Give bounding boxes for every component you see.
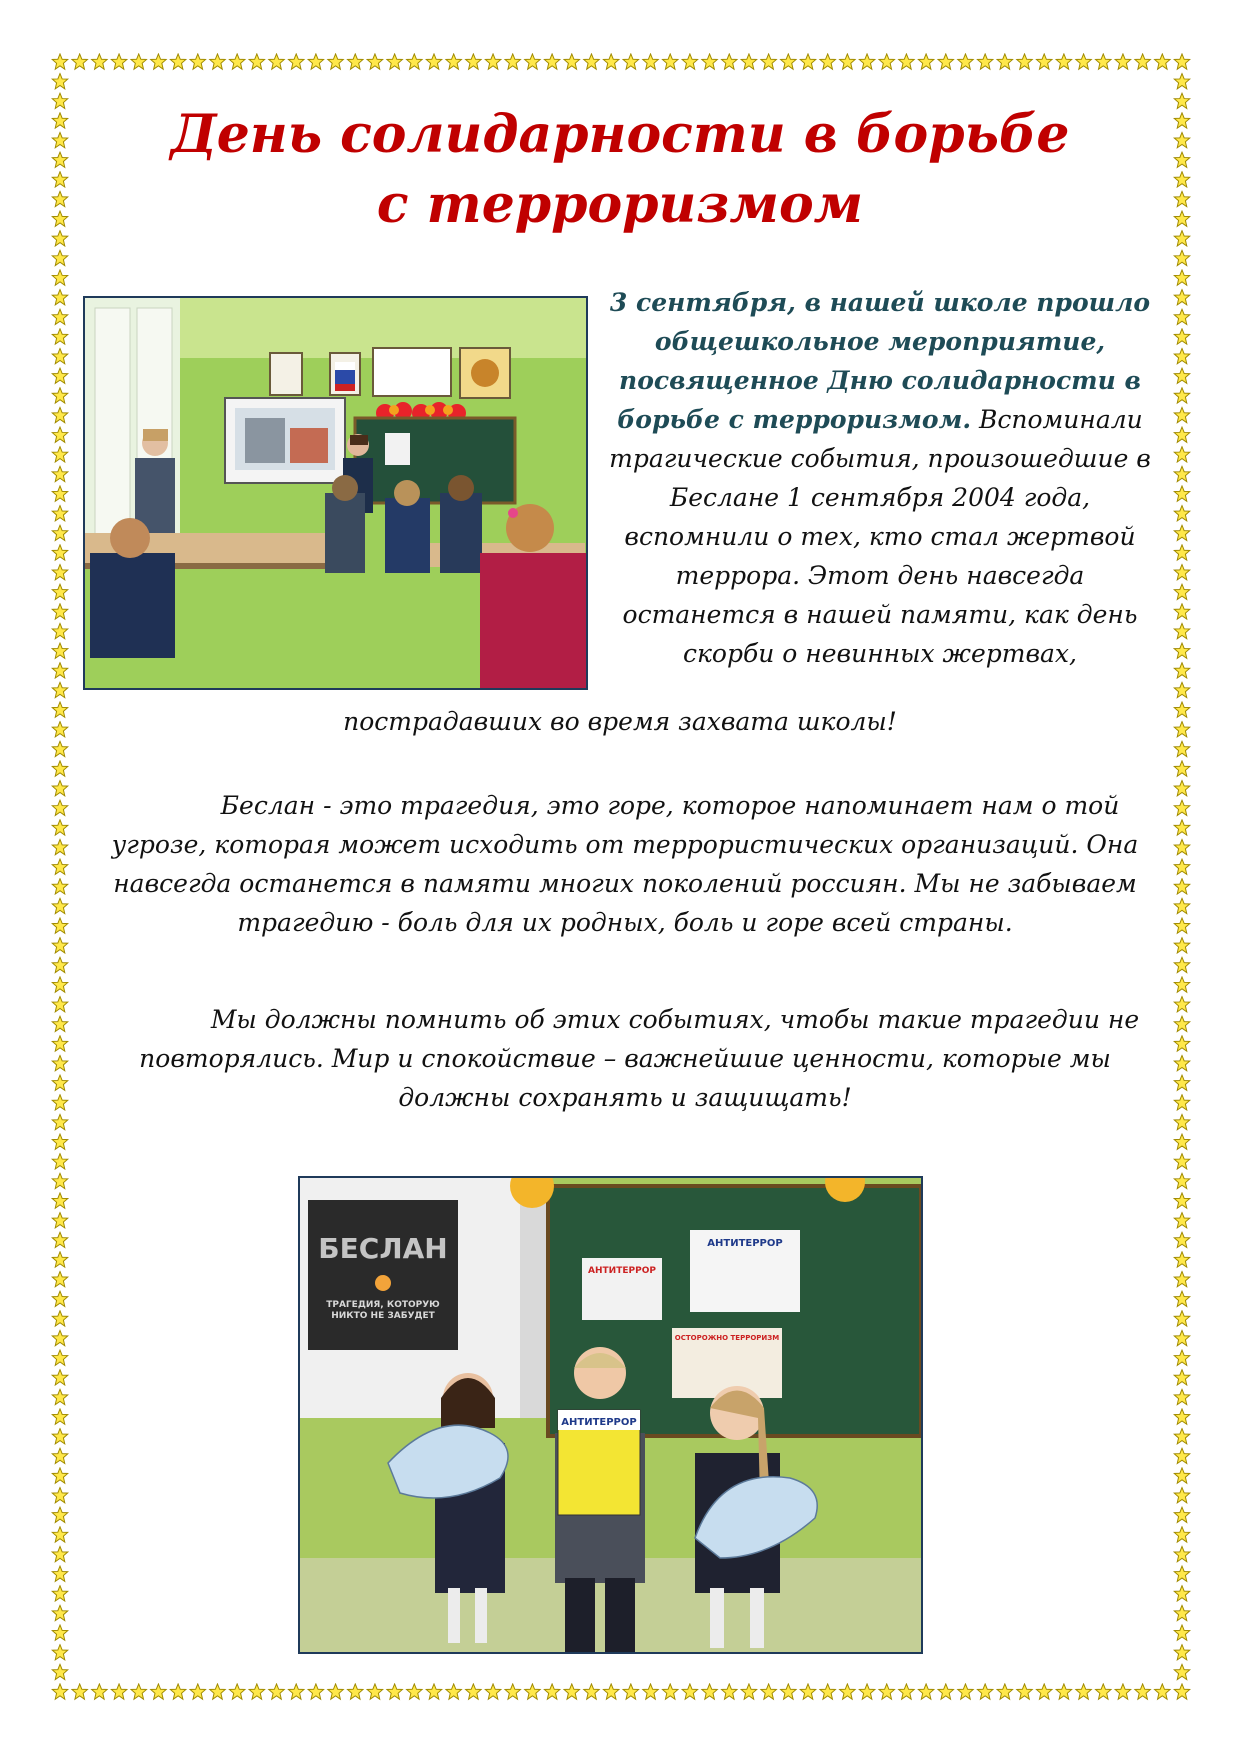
star-icon [1174, 348, 1189, 363]
title-line-1: День солидарности в борьбе [170, 104, 1070, 165]
star-icon [1174, 290, 1189, 305]
star-icon [151, 1684, 166, 1699]
star-icon [603, 54, 618, 69]
star-icon [1017, 1684, 1032, 1699]
star-icon [1174, 1095, 1189, 1110]
star-icon [1174, 1566, 1189, 1581]
star-icon [1076, 54, 1091, 69]
star-icon [1174, 565, 1189, 580]
star-icon [1017, 54, 1032, 69]
star-icon [1174, 1016, 1189, 1031]
star-icon [1174, 1527, 1189, 1542]
star-icon [800, 1684, 815, 1699]
poster-top-left: АНТИТЕРРОР [588, 1266, 656, 1276]
star-icon [1174, 663, 1189, 678]
star-icon [1174, 643, 1189, 658]
star-icon [52, 1330, 67, 1345]
star-icon [702, 54, 717, 69]
star-icon [52, 1036, 67, 1051]
star-icon [1174, 1370, 1189, 1385]
star-icon [446, 54, 461, 69]
star-icon [210, 54, 225, 69]
star-icon [308, 1684, 323, 1699]
star-icon [52, 957, 67, 972]
star-icon [52, 1586, 67, 1601]
star-icon [269, 54, 284, 69]
star-icon [1174, 1271, 1189, 1286]
star-icon [1174, 368, 1189, 383]
star-icon [52, 466, 67, 481]
star-icon [1174, 997, 1189, 1012]
star-icon [52, 1684, 67, 1699]
star-icon [52, 1075, 67, 1090]
star-icon [52, 977, 67, 992]
star-icon [52, 1645, 67, 1660]
star-icon [1174, 1075, 1189, 1090]
star-icon [1174, 132, 1189, 147]
star-icon [741, 1684, 756, 1699]
star-icon [722, 54, 737, 69]
star-icon [72, 54, 87, 69]
star-icon [151, 54, 166, 69]
star-icon [52, 1429, 67, 1444]
star-icon [52, 1625, 67, 1640]
star-icon [879, 1684, 894, 1699]
star-icon [1174, 1232, 1189, 1247]
star-icon [1174, 1546, 1189, 1561]
star-icon [1135, 1684, 1150, 1699]
star-icon [918, 54, 933, 69]
star-icon [387, 54, 402, 69]
paragraph-remember-text: Мы должны помнить об этих событиях, чтобы такие трагедии не повторялись. Мир и спокойствие – важнейшие ценности, которые мы должны сохранять и защищать! [139, 1005, 1140, 1112]
star-icon [1076, 1684, 1091, 1699]
star-icon [328, 1684, 343, 1699]
star-icon [899, 1684, 914, 1699]
star-icon [52, 1488, 67, 1503]
star-icon [1174, 1291, 1189, 1306]
star-icon [879, 54, 894, 69]
star-icon [1174, 1468, 1189, 1483]
star-icon [623, 54, 638, 69]
star-icon [52, 1311, 67, 1326]
star-icon [52, 1016, 67, 1031]
star-icon [190, 54, 205, 69]
star-icon [1174, 781, 1189, 796]
star-icon [820, 54, 835, 69]
star-icon [1135, 54, 1150, 69]
star-icon [1115, 1684, 1130, 1699]
star-icon [52, 388, 67, 403]
star-icon [1115, 54, 1130, 69]
star-icon [1174, 1448, 1189, 1463]
star-icon [1174, 1154, 1189, 1169]
star-icon [1174, 957, 1189, 972]
star-icon [781, 1684, 796, 1699]
star-icon [1174, 918, 1189, 933]
star-icon [111, 54, 126, 69]
star-icon [1174, 1330, 1189, 1345]
star-icon [1174, 250, 1189, 265]
star-icon [584, 54, 599, 69]
star-icon [52, 761, 67, 776]
star-icon [52, 1605, 67, 1620]
star-icon [131, 54, 146, 69]
star-icon [1174, 1605, 1189, 1620]
star-icon [190, 1684, 205, 1699]
star-icon [446, 1684, 461, 1699]
star-icon [367, 1684, 382, 1699]
star-icon [781, 54, 796, 69]
star-icon [938, 1684, 953, 1699]
star-icon [1174, 977, 1189, 992]
star-icon [249, 1684, 264, 1699]
star-icon [426, 1684, 441, 1699]
star-icon [564, 54, 579, 69]
intro-tail: пострадавших во время захвата школы! [343, 707, 897, 736]
star-icon [52, 565, 67, 580]
star-icon [52, 1389, 67, 1404]
classroom-photo [83, 296, 588, 690]
star-icon [52, 1448, 67, 1463]
star-icon [52, 172, 67, 187]
star-icon [918, 1684, 933, 1699]
star-icon [1096, 54, 1111, 69]
star-icon [229, 1684, 244, 1699]
star-icon [938, 54, 953, 69]
star-icon [1174, 1664, 1189, 1679]
star-icon [52, 191, 67, 206]
star-icon [52, 741, 67, 756]
star-icon [1174, 1350, 1189, 1365]
star-icon [52, 1527, 67, 1542]
star-icon [308, 54, 323, 69]
star-icon [840, 54, 855, 69]
star-icon [1174, 741, 1189, 756]
star-icon [52, 1350, 67, 1365]
poster-top: АНТИТЕРРОР [707, 1238, 783, 1249]
star-icon [1174, 1488, 1189, 1503]
star-icon [1174, 1036, 1189, 1051]
intro-lead: 3 сентября, в нашей школе прошло общешкольное мероприятие, посвященное Дню солидарности в борьбе с терроризмом. [609, 288, 1151, 434]
star-icon [52, 506, 67, 521]
star-icon [52, 722, 67, 737]
star-icon [643, 1684, 658, 1699]
star-icon [111, 1684, 126, 1699]
star-icon [702, 1684, 717, 1699]
star-icon [643, 54, 658, 69]
star-icon [52, 859, 67, 874]
star-icon [52, 113, 67, 128]
star-icon [52, 997, 67, 1012]
intro-body: Вспоминали трагические события, произошедшие в Беслане 1 сентября 2004 года, вспомнили о тех, кто стал жертвой террора. Этот день навсегда останется в нашей памяти, как день скорби о невинных жертвах, [609, 405, 1151, 668]
star-icon [52, 1468, 67, 1483]
star-icon [958, 54, 973, 69]
star-icon [131, 1684, 146, 1699]
star-icon [1155, 1684, 1170, 1699]
star-icon [52, 918, 67, 933]
star-icon [1174, 1684, 1189, 1699]
star-icon [485, 1684, 500, 1699]
star-icon [1155, 54, 1170, 69]
star-icon [1174, 1507, 1189, 1522]
screen-title: БЕСЛАН [318, 1232, 448, 1265]
star-icon [1174, 506, 1189, 521]
star-icon [52, 270, 67, 285]
star-icon [485, 54, 500, 69]
star-icon [52, 1114, 67, 1129]
star-icon [1174, 74, 1189, 89]
star-icon [249, 54, 264, 69]
star-icon [52, 800, 67, 815]
star-icon [52, 584, 67, 599]
star-icon [52, 152, 67, 167]
star-icon [52, 486, 67, 501]
star-icon [741, 54, 756, 69]
star-icon [269, 1684, 284, 1699]
star-icon [623, 1684, 638, 1699]
star-icon [52, 250, 67, 265]
star-icon [52, 1271, 67, 1286]
star-icon [1174, 93, 1189, 108]
star-icon [52, 1291, 67, 1306]
star-icon [1174, 879, 1189, 894]
star-icon [170, 54, 185, 69]
screen-caption: ТРАГЕДИЯ, КОТОРУЮ НИКТО НЕ ЗАБУДЕТ [326, 1300, 440, 1321]
star-icon [52, 368, 67, 383]
star-icon [288, 54, 303, 69]
paragraph-beslan-text: Беслан - это трагедия, это горе, которое напоминает нам о той угрозе, которая может исходить от террористических организаций. Она навсегда останется в памяти многих поколений россиян. Мы не забываем трагедию - боль для их родных, боль и горе всей страны. [111, 791, 1139, 937]
star-icon [52, 1409, 67, 1424]
star-icon [1174, 545, 1189, 560]
star-icon [1174, 1193, 1189, 1208]
star-icon [1174, 270, 1189, 285]
star-icon [52, 348, 67, 363]
star-icon [1174, 1055, 1189, 1070]
star-icon [52, 643, 67, 658]
star-icon [1174, 702, 1189, 717]
leaflet-title: АНТИТЕРРОР [561, 1417, 637, 1428]
star-icon [1174, 584, 1189, 599]
star-icon [72, 1684, 87, 1699]
star-icon [1174, 1586, 1189, 1601]
star-icon [603, 1684, 618, 1699]
star-icon [52, 525, 67, 540]
star-icon [1174, 1114, 1189, 1129]
star-icon [1174, 191, 1189, 206]
star-icon [1174, 388, 1189, 403]
title-line-2: с терроризмом [376, 174, 864, 235]
star-icon [761, 1684, 776, 1699]
star-icon [1036, 54, 1051, 69]
poster-bottom: ОСТОРОЖНО ТЕРРОРИЗМ [674, 1334, 780, 1342]
star-icon [466, 1684, 481, 1699]
star-icon [1174, 1252, 1189, 1267]
star-icon [52, 407, 67, 422]
star-icon [1174, 1213, 1189, 1228]
star-icon [52, 820, 67, 835]
star-icon [840, 1684, 855, 1699]
star-icon [1174, 722, 1189, 737]
star-icon [1056, 54, 1071, 69]
star-icon [52, 54, 67, 69]
star-icon [210, 1684, 225, 1699]
star-icon [92, 1684, 107, 1699]
star-icon [1056, 1684, 1071, 1699]
star-icon [52, 1134, 67, 1149]
star-icon [584, 1684, 599, 1699]
star-icon [505, 54, 520, 69]
star-icon [1096, 1684, 1111, 1699]
star-icon [52, 1566, 67, 1581]
star-icon [52, 1664, 67, 1679]
star-icon [52, 702, 67, 717]
star-icon [1174, 898, 1189, 913]
star-icon [544, 54, 559, 69]
star-icon [564, 1684, 579, 1699]
paragraph-beslan [95, 786, 1155, 942]
star-icon [997, 54, 1012, 69]
star-icon [52, 938, 67, 953]
star-icon [1174, 152, 1189, 167]
star-icon [820, 1684, 835, 1699]
star-icon [544, 1684, 559, 1699]
star-icon [1174, 938, 1189, 953]
star-icon [52, 427, 67, 442]
star-icon [52, 1154, 67, 1169]
star-icon [52, 545, 67, 560]
star-icon [348, 54, 363, 69]
star-icon [1174, 1429, 1189, 1444]
star-icon [52, 663, 67, 678]
star-icon [997, 1684, 1012, 1699]
star-icon [170, 1684, 185, 1699]
star-icon [52, 1370, 67, 1385]
star-icon [52, 290, 67, 305]
star-icon [52, 1252, 67, 1267]
star-icon [426, 54, 441, 69]
star-icon [229, 54, 244, 69]
star-icon [52, 781, 67, 796]
star-icon [52, 879, 67, 894]
star-icon [52, 231, 67, 246]
star-icon [1174, 309, 1189, 324]
star-icon [1174, 820, 1189, 835]
star-icon [662, 54, 677, 69]
star-icon [722, 1684, 737, 1699]
star-icon [1174, 859, 1189, 874]
star-icon [1174, 54, 1189, 69]
star-icon [328, 54, 343, 69]
star-icon [1174, 427, 1189, 442]
paragraph-remember [95, 1000, 1155, 1117]
star-icon [1174, 466, 1189, 481]
star-icon [1174, 407, 1189, 422]
star-icon [1174, 1645, 1189, 1660]
children-photo [298, 1176, 923, 1654]
star-icon [682, 54, 697, 69]
star-icon [52, 898, 67, 913]
star-icon [1174, 682, 1189, 697]
star-icon [859, 1684, 874, 1699]
star-icon [525, 54, 540, 69]
star-icon [1174, 231, 1189, 246]
star-icon [288, 1684, 303, 1699]
star-icon [1174, 447, 1189, 462]
star-icon [1174, 1173, 1189, 1188]
star-icon [407, 54, 422, 69]
star-icon [1174, 329, 1189, 344]
star-icon [1174, 1625, 1189, 1640]
star-icon [1174, 839, 1189, 854]
star-icon [1174, 604, 1189, 619]
star-icon [1174, 211, 1189, 226]
page-title [140, 100, 1100, 240]
star-icon [367, 54, 382, 69]
star-icon [387, 1684, 402, 1699]
star-icon [52, 682, 67, 697]
star-icon [1174, 486, 1189, 501]
star-icon [1174, 525, 1189, 540]
star-icon [1174, 1134, 1189, 1149]
star-icon [1174, 1409, 1189, 1424]
star-icon [52, 604, 67, 619]
star-icon [1174, 113, 1189, 128]
star-icon [52, 93, 67, 108]
star-icon [52, 1193, 67, 1208]
star-icon [52, 447, 67, 462]
star-icon [977, 54, 992, 69]
star-icon [52, 1546, 67, 1561]
star-icon [52, 839, 67, 854]
star-icon [800, 54, 815, 69]
star-icon [761, 54, 776, 69]
star-icon [977, 1684, 992, 1699]
star-icon [52, 1095, 67, 1110]
star-icon [1036, 1684, 1051, 1699]
star-icon [52, 1213, 67, 1228]
star-icon [505, 1684, 520, 1699]
star-icon [52, 329, 67, 344]
star-icon [1174, 800, 1189, 815]
star-icon [682, 1684, 697, 1699]
star-icon [348, 1684, 363, 1699]
star-icon [958, 1684, 973, 1699]
star-icon [1174, 1389, 1189, 1404]
star-icon [1174, 761, 1189, 776]
star-icon [52, 211, 67, 226]
star-icon [525, 1684, 540, 1699]
star-icon [92, 54, 107, 69]
star-icon [899, 54, 914, 69]
star-icon [52, 1507, 67, 1522]
star-icon [1174, 172, 1189, 187]
star-icon [52, 309, 67, 324]
star-icon [52, 1232, 67, 1247]
star-icon [1174, 623, 1189, 638]
star-icon [52, 132, 67, 147]
intro-paragraph [600, 283, 1160, 673]
star-icon [52, 1173, 67, 1188]
star-icon [407, 1684, 422, 1699]
star-icon [52, 623, 67, 638]
star-icon [859, 54, 874, 69]
star-icon [662, 1684, 677, 1699]
star-icon [52, 74, 67, 89]
star-icon [52, 1055, 67, 1070]
star-icon [466, 54, 481, 69]
star-icon [1174, 1311, 1189, 1326]
